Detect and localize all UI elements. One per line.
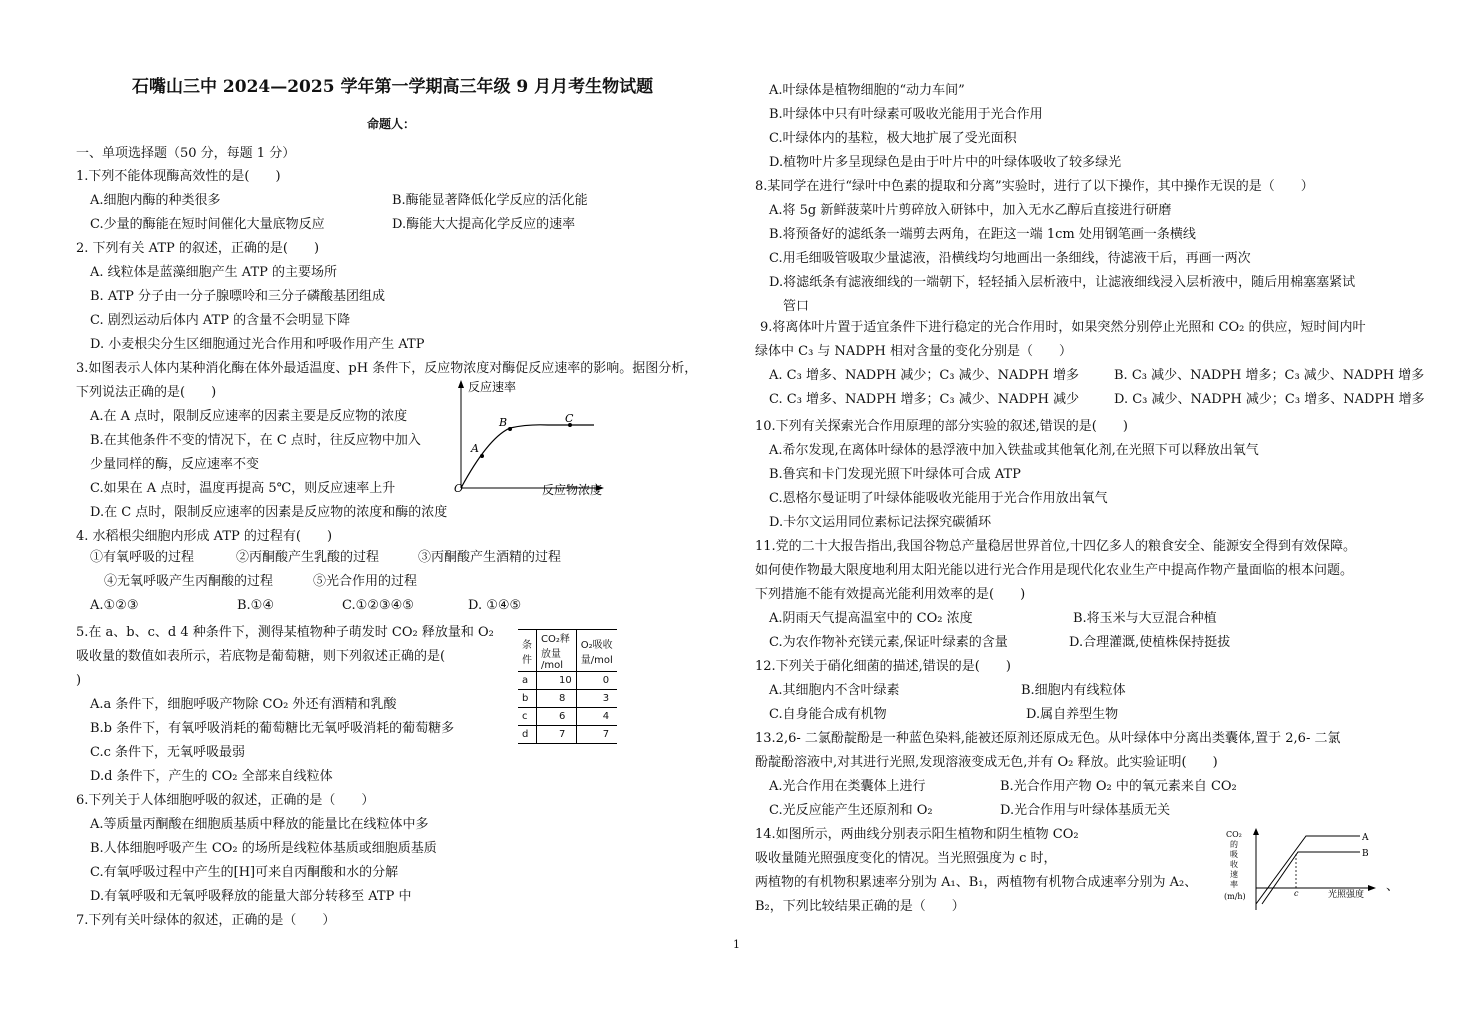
option: A.①②③ — [90, 598, 139, 613]
question-text: 绿体中 C₃ 与 NADPH 相对含量的变化分别是（ ） — [755, 344, 1072, 359]
option: B.①④ — [237, 598, 274, 613]
item: ④无氧呼吸产生丙酮酸的过程 — [104, 574, 274, 589]
option: B. ATP 分子由一分子腺嘌呤和三分子磷酸基团组成 — [90, 289, 386, 304]
question-9: 9.将离体叶片置于适宜条件下进行稳定的光合作用时，如果突然分别停止光照和 CO₂ 的供应，短时间内叶 — [760, 320, 1366, 335]
option: D.d 条件下，产生的 CO₂ 全部来自线粒体 — [90, 769, 333, 784]
option: A.等质量丙酮酸在细胞质基质中释放的能量比在线粒体中多 — [90, 817, 429, 832]
question-13: 13.2,6- 二氯酚靛酚是一种蓝色染料,能被还原剂还原成无色。从叶绿体中分离出类囊体,置于 2,6- 二氯 — [755, 731, 1341, 746]
option: D.酶能大大提高化学反应的速率 — [392, 217, 576, 232]
table-row: c 6 4 — [518, 708, 617, 726]
respiration-table — [518, 629, 617, 744]
option: C.叶绿体内的基粒，极大地扩展了受光面积 — [769, 131, 1017, 146]
option: A.其细胞内不含叶绿素 — [769, 683, 900, 698]
option: B. C₃ 减少、NADPH 增多；C₃ 减少、NADPH 增多 — [1114, 368, 1425, 383]
question-10: 10.下列有关探索光合作用原理的部分实验的叙述,错误的是( ) — [755, 419, 1128, 434]
option: B.将预备好的滤纸条一端剪去两角，在距这一端 1cm 处用钢笔画一条横线 — [769, 227, 1196, 242]
option: D. 小麦根尖分生区细胞通过光合作用和呼吸作用产生 ATP — [90, 337, 425, 352]
x-axis-label: 反应物浓度 — [542, 483, 603, 497]
question-text: ) — [76, 673, 82, 688]
table-row: d 7 7 — [518, 726, 617, 744]
option: B.酶能显著降低化学反应的活化能 — [392, 193, 588, 208]
table-header: 条件 — [518, 630, 537, 672]
option-continued: 管口 — [783, 299, 810, 314]
option: C.c 条件下，无氧呼吸最弱 — [90, 745, 246, 760]
question-text: 如何使作物最大限度地利用太阳光能以进行光合作用是现代化农业生产中提高作物产量面临的根本问题。 — [755, 563, 1354, 578]
option: A.在 A 点时，限制反应速率的因素主要是反应物的浓度 — [90, 409, 408, 424]
option: D.属自养型生物 — [1026, 707, 1119, 722]
option: D.卡尔文运用同位素标记法探究碳循环 — [769, 515, 992, 530]
origin-label: O — [454, 482, 464, 495]
option: A.将 5g 新鲜菠菜叶片剪碎放入研钵中，加入无水乙醇后直接进行研磨 — [769, 203, 1172, 218]
question-text: 下列措施不能有效提高光能利用效率的是( ) — [755, 587, 1026, 602]
option: D. ①④⑤ — [468, 598, 522, 613]
option: D.合理灌溉,使植株保持挺拔 — [1069, 635, 1231, 650]
item: ①有氧呼吸的过程 — [90, 550, 195, 565]
option: C.自身能合成有机物 — [769, 707, 887, 722]
question-14: 14.如图所示，两曲线分别表示阳生植物和阴生植物 CO₂ — [755, 827, 1079, 842]
option: B.细胞内有线粒体 — [1021, 683, 1126, 698]
question-text: 、 — [1386, 879, 1400, 894]
option: C.①②③④⑤ — [342, 598, 414, 613]
section-heading: 一、单项选择题（50 分，每题 1 分） — [76, 146, 296, 161]
question-text: 吸收量的数值如表所示，若底物是葡萄糖，则下列叙述正确的是( — [76, 649, 446, 664]
option: C.用毛细吸管吸取少量滤液，沿横线均匀地画出一条细线，待滤液干后，再画一两次 — [769, 251, 1251, 266]
table-header: CO₂释放量 /mol — [537, 630, 577, 672]
y-axis-label — [1224, 830, 1246, 901]
option: D.将滤纸条有滤液细线的一端朝下，轻轻插入层析液中，让滤液细线浸入层析液中，随后用棉塞塞紧试 — [769, 275, 1356, 290]
svg-text:的: 的 — [1230, 840, 1238, 849]
question-6: 6.下列关于人体细胞呼吸的叙述，正确的是（ ） — [76, 793, 375, 808]
svg-text:收: 收 — [1230, 860, 1238, 869]
option: C.恩格尔曼证明了叶绿体能吸收光能用于光合作用放出氧气 — [769, 491, 1108, 506]
option: B.将玉米与大豆混合种植 — [1073, 611, 1217, 626]
light-intensity-figure — [1222, 826, 1382, 914]
question-8: 8.某同学在进行“绿叶中色素的提取和分离”实验时，进行了以下操作，其中操作无误的是（ ） — [755, 179, 1314, 194]
item: ③丙酮酸产生酒精的过程 — [418, 550, 562, 565]
option: A. C₃ 增多、NADPH 减少；C₃ 减少、NADPH 增多 — [769, 368, 1080, 383]
table-row: b 8 3 — [518, 690, 617, 708]
question-5: 5.在 a、b、c、d 4 种条件下，测得某植物种子萌发时 CO₂ 释放量和 O₂ — [76, 625, 494, 640]
option: D.植物叶片多呈现绿色是由于叶片中的叶绿体吸收了较多绿光 — [769, 155, 1122, 170]
question-text: 吸收量随光照强度变化的情况。当光照强度为 c 时， — [755, 851, 1057, 866]
question-1: 1.下列不能体现酶高效性的是( ) — [76, 169, 281, 184]
question-text: 两植物的有机物积累速率分别为 A₁、B₁，两植物有机物合成速率分别为 A₂、 — [755, 875, 1198, 890]
svg-text:速: 速 — [1230, 870, 1238, 879]
option: A.希尔发现,在离体叶绿体的悬浮液中加入铁盐或其他氧化剂,在光照下可以释放出氧气 — [769, 443, 1259, 458]
x-axis-label: 光照强度 — [1328, 890, 1365, 900]
svg-text:CO₂: CO₂ — [1226, 830, 1242, 839]
point-label-b: B — [499, 416, 508, 429]
svg-text:(m/h): (m/h) — [1224, 892, 1246, 901]
option: A.细胞内酶的种类很多 — [90, 193, 221, 208]
option: C. C₃ 增多、NADPH 增多；C₃ 减少、NADPH 减少 — [769, 392, 1080, 407]
setter-label: 命题人： — [367, 117, 416, 131]
option: B.人体细胞呼吸产生 CO₂ 的场所是线粒体基质或细胞质基质 — [90, 841, 437, 856]
question-11: 11.党的二十大报告指出,我国谷物总产量稳居世界首位,十四亿多人的粮食安全、能源安全得到有效保障。 — [755, 539, 1356, 554]
option: C.少量的酶能在短时间催化大量底物反应 — [90, 217, 325, 232]
page-title: 石嘴山三中 2024—2025 学年第一学期高三年级 9 月月考生物试题 — [132, 77, 654, 97]
c-tick-label: c — [1294, 889, 1299, 898]
option: A.光合作用在类囊体上进行 — [769, 779, 926, 794]
point-label-c: C — [565, 412, 574, 425]
y-axis-label: 反应速率 — [468, 380, 517, 394]
option: D.有氧呼吸和无氧呼吸释放的能量大部分转移至 ATP 中 — [90, 889, 412, 904]
option: D.光合作用与叶绿体基质无关 — [1000, 803, 1171, 818]
option: B.叶绿体中只有叶绿素可吸收光能用于光合作用 — [769, 107, 1043, 122]
table-header: O₂吸收量/mol — [576, 630, 617, 672]
option: 少量同样的酶，反应速率不变 — [90, 457, 260, 472]
question-7: 7.下列有关叶绿体的叙述，正确的是（ ） — [76, 913, 336, 928]
option: A.阴雨天气提高温室中的 CO₂ 浓度 — [769, 611, 973, 626]
question-text: 酚靛酚溶液中,对其进行光照,发现溶液变成无色,并有 O₂ 释放。此实验证明( ) — [755, 755, 1218, 770]
curve-label-b: B — [1362, 849, 1369, 859]
question-text: B₂，下列比较结果正确的是（ ） — [755, 899, 965, 914]
svg-text:率: 率 — [1230, 880, 1238, 889]
question-3: 3.如图表示人体内某种消化酶在体外最适温度、pH 条件下，反应物浓度对酶促反应速率的影响。据图分析， — [76, 361, 698, 376]
question-4: 4. 水稻根尖细胞内形成 ATP 的过程有( ) — [76, 529, 333, 544]
option: A. 线粒体是蓝藻细胞产生 ATP 的主要场所 — [90, 265, 338, 280]
option: C.光反应能产生还原剂和 O₂ — [769, 803, 933, 818]
item: ②丙酮酸产生乳酸的过程 — [236, 550, 380, 565]
question-text: 下列说法正确的是( ) — [76, 385, 217, 400]
option: B.光合作用产物 O₂ 中的氧元素来自 CO₂ — [1000, 779, 1237, 794]
point-label-a: A — [471, 442, 479, 455]
question-12: 12.下列关于硝化细菌的描述,错误的是( ) — [755, 659, 1011, 674]
option: C.如果在 A 点时，温度再提高 5℃，则反应速率上升 — [90, 481, 396, 496]
option: B.在其他条件不变的情况下，在 C 点时，往反应物中加入 — [90, 433, 421, 448]
option: B.鲁宾和卡门发现光照下叶绿体可合成 ATP — [769, 467, 1021, 482]
enzyme-rate-figure — [448, 376, 608, 500]
option: D. C₃ 减少、NADPH 减少；C₃ 增多、NADPH 增多 — [1114, 392, 1425, 407]
option: C.有氧呼吸过程中产生的[H]可来自丙酮酸和水的分解 — [90, 865, 399, 880]
option: A.叶绿体是植物细胞的“动力车间” — [769, 83, 965, 98]
option: D.在 C 点时，限制反应速率的因素是反应物的浓度和酶的浓度 — [90, 505, 448, 520]
svg-text:吸: 吸 — [1230, 850, 1238, 859]
option: C. 剧烈运动后体内 ATP 的含量不会明显下降 — [90, 313, 351, 328]
option: A.a 条件下，细胞呼吸产物除 CO₂ 外还有酒精和乳酸 — [90, 697, 397, 712]
page-number: 1 — [733, 938, 740, 951]
question-2: 2. 下列有关 ATP 的叙述，正确的是( ) — [76, 241, 320, 256]
item: ⑤光合作用的过程 — [313, 574, 418, 589]
table-row: a 10 0 — [518, 672, 617, 690]
option: C.为农作物补充镁元素,保证叶绿素的含量 — [769, 635, 1008, 650]
option: B.b 条件下，有氧呼吸消耗的葡萄糖比无氧呼吸消耗的葡萄糖多 — [90, 721, 455, 736]
curve-label-a: A — [1362, 833, 1369, 843]
